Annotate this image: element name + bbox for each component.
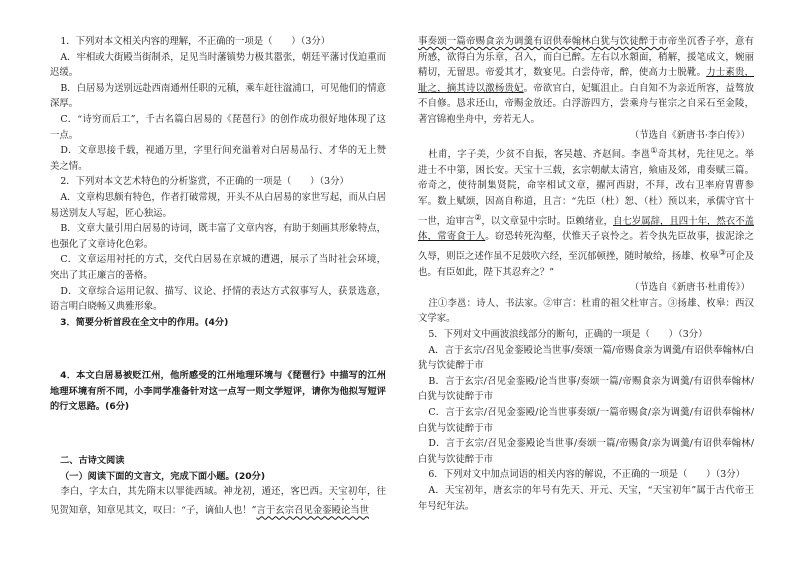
passage-text: ，以文章显中宗时。臣赖绪业， [481, 215, 614, 227]
dotted-term-tianbao: 天宝初年 [328, 486, 368, 498]
section-2-1-title: （一）阅读下面的文言文，完成下面小题。(20分) [60, 470, 266, 482]
annotations: 注①李邕：诗人、书法家。②审言：杜甫的祖父杜审言。③扬雄、枚皋：西汉文学家。 [418, 297, 754, 325]
q5-option-d: D．言于玄宗/召见金銮殿论当世事/奏颂一篇/帝赐食/亲为调羹/有诏供奉翰林/白犹与饮徒醉于市 [418, 438, 754, 465]
passage-text: 李白，字太白，其先隋末以罪徙西域。神龙初，遁还，客巴西。 [60, 486, 329, 498]
right-column [418, 34, 754, 514]
q2-option-c: C．文章运用衬托的方式，交代白居易在京城的遭遇，展示了当时社会环境，突出了其正廉言的품格。 [50, 254, 386, 281]
q1-option-c: C．“诗穷而后工”，千古名篇白居易的《琵琶行》的创作成功很好地体现了这一点。 [50, 113, 386, 141]
passage-text: 可企及也。有臣如此，陛下其忍弃之？” [418, 251, 754, 278]
q5-stem: 5．下列对文中画波浪线部分的断句，正确的一项是（ ）（3分） [428, 329, 708, 341]
q6-option-a: A．天宝初年，唐玄宗的年号有先天、开元、天宝，“天宝初年”属于古代帝王年号纪年法。 [418, 485, 754, 512]
wavy-underlined-text: 事奏颂一篇帝赐食亲为调羹有诏供奉翰林白犹与饮徒醉于市 [418, 36, 668, 47]
passage-text: ，往见贺知章，知章见其文，叹曰：“子，谪仙人也！” [50, 486, 386, 517]
q1-option-a: A．牢相或大街殿当街制杀，足见当时藩镇势力极其嚣张，朝廷平藩讨伐迫重而迟缓。 [50, 51, 386, 79]
footnote-mark: ① [650, 146, 658, 156]
underlined-text: 自七岁属辞，且四十年，然衣不盖体，常寄食于人 [418, 215, 754, 243]
wavy-underlined-text: 言于玄宗召见金銮殿论当世 [256, 505, 369, 517]
underlined-text: 力士素贵，耻之，摘其诗以激杨贵妃 [418, 67, 754, 94]
q1-option-d: D．文章思接千载，视通万里，字里行间充溢着对白居易品行、才华的无上赞美之情。 [50, 145, 386, 172]
passage-li-bai-cont [418, 34, 754, 128]
passage-text: 。窃恐转死沟壑，伏惟天子哀怜之。若令执先臣故事，拔泥涂之久辱，则臣之述作虽不足鼓吹六经，至沉郁顿挫，随时敏给，扬雄、枚皋 [418, 231, 754, 263]
passage-text: 帝坐沉香子亭，意有所感，欲得白为乐章，召入，而白已醉。左右以水頮面，稍解，援笔成文，婉丽精切，无留思。帝爱其才，数宴见。白尝侍帝，醉，使高力士脱靴。 [418, 36, 754, 79]
q2-option-a: A．文章构思颇有特色，作者打破常规，开头不从白居易的家世写起，而从白居易送别友人写起，匠心独运。 [50, 191, 386, 219]
section-2-title: 二、古诗文阅读 [60, 455, 125, 467]
q2-option-b: B．文章大量引用白居易的诗词，既丰富了文章内容，有助于刻画其形象特点，也强化了文章诗化色彩。 [50, 223, 386, 250]
passage-text: 奇其材，先往见之。举进士不中第，困长安。天宝十三载，玄宗朝献太清宫，飨庙及郊，甫奏赋三篇。帝奇之，使待制集贤院，命宰相试文章，擢河西尉，不拜，改右卫率府胄曹参军。数上赋颂，因高自称道，且言：“先臣（杜）恕、（杜）预以来，承儒守官十一世，迨审言 [418, 149, 754, 227]
q2-stem: 2．下列对本文艺术特色的分析鉴赏，不正确的一项是（ ）（3分） [60, 176, 349, 188]
q4-stem: 4．本文白居易被贬江州，他所感受的江州地理环境与《琵琶行》中描写的江州地理环境有所不同，小李同学准备针对这一点写一则文学短评，请你为他拟写短评的行文思路。(6分) [50, 370, 386, 413]
q1-option-b: B．白居易为送别远赴西南通州任职的元稹，乘车赶往湓浦口，可见他们的情意深厚。 [50, 82, 386, 110]
answer-space-q4 [50, 415, 386, 453]
passage-du-fu [418, 143, 754, 280]
q6-stem: 6．下列对文中加点词语的相关内容的解说，不正确的一项是（ ）（3分） [428, 469, 745, 481]
q2-option-d: D．文章综合运用记叙、描写、议论、抒情的表达方式叙事写人，获景选意，语言明白晓畅又典雅形象。 [50, 285, 386, 313]
q1-stem: 1．下列对本文相关内容的理解，不正确的一项是（ ）（3分） [60, 36, 331, 47]
source-du-fu: （节选自《新唐书·杜甫传》） [629, 282, 750, 294]
answer-space-q3 [50, 330, 386, 368]
q3-stem: 3．简要分析首段在全文中的作用。(4分) [60, 316, 229, 328]
left-column [50, 34, 386, 519]
q5-option-c: C．言于玄宗/召见金銮殿/论当世事奏颂/一篇帝赐食/亲为调羹/有诏供奉翰林/白犹与饮徒醉于市 [418, 407, 754, 434]
passage-text: 杜甫，字子美，少贫不自振，客吴越、齐赵间。李邕 [428, 149, 651, 161]
q5-option-a: A．言于玄宗/召见金銮殿论当世事/奏颂一篇/帝赐食亲为调羹/有诏供奉翰林/白犹与饮徒醉于市 [418, 344, 754, 372]
footnote-mark: ③ [718, 247, 726, 257]
passage-li-bai-start [50, 484, 386, 519]
q5-option-b: B．言于玄宗/召见金銮殿/论当世事/奏颂一篇/帝赐食亲为调羹/有诏供奉翰林/白犹与饮徒醉于市 [418, 375, 754, 403]
source-li-bai: （节选自《新唐书·李白传》） [629, 129, 750, 141]
passage-text: 。帝欲官白，妃辄沮止。白自知不为亲近所容，益骜放不自修。恳求还山，帝赐金放还。白浮游四方，尝乘舟与崔宗之自采石至金陵，著宫锦袍坐舟中，旁若无人。 [418, 82, 754, 125]
footnote-mark: ② [474, 212, 482, 222]
